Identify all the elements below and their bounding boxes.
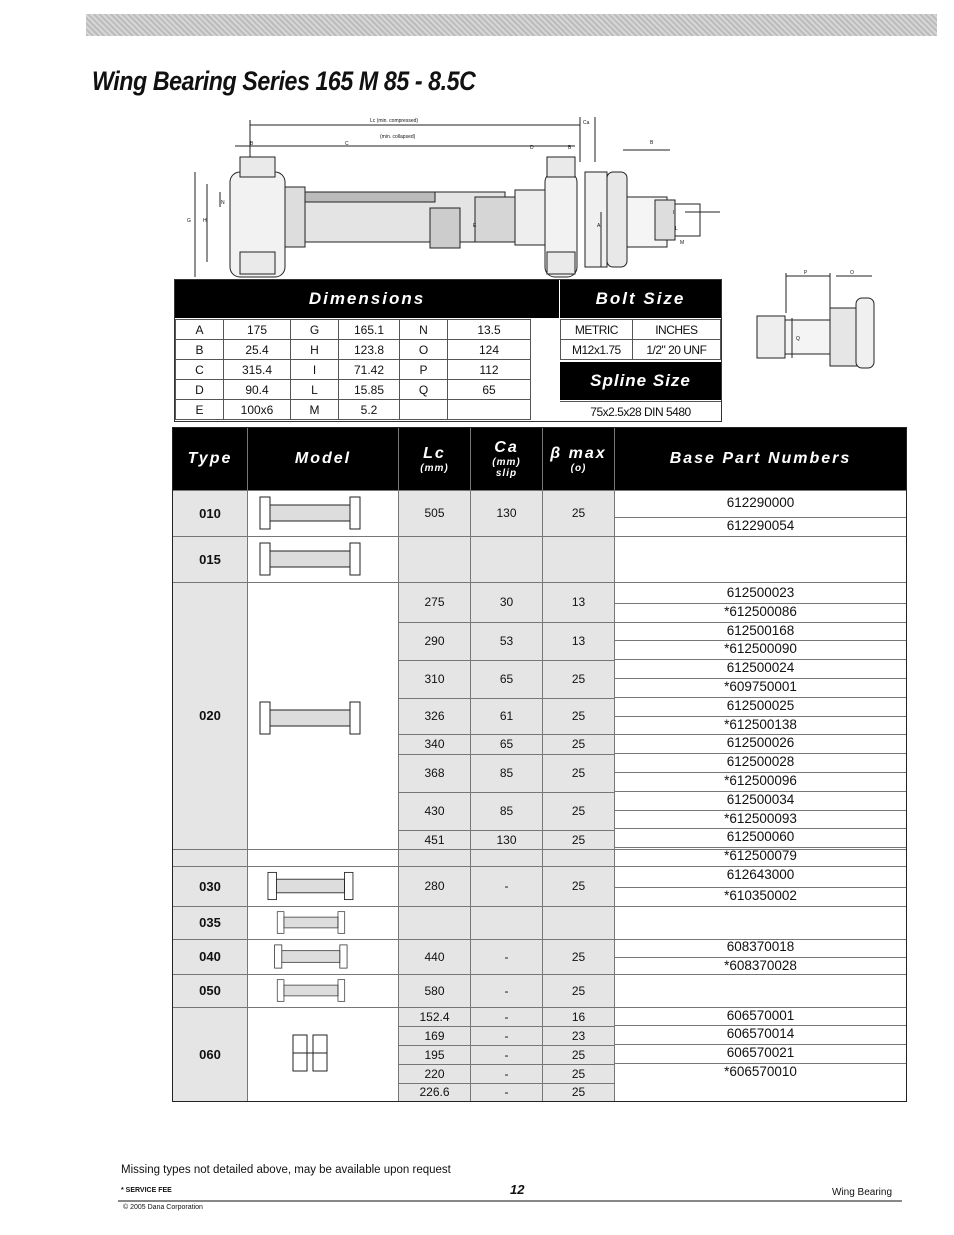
type020-bmax: 25 [571, 832, 586, 847]
type040-bmax: 25 [571, 949, 586, 964]
header-beta-max: β max (o) [543, 428, 614, 490]
type020-lc: 451 [424, 832, 445, 847]
svg-text:L: L [675, 226, 678, 232]
row-divider [173, 536, 906, 537]
type-code: 020 [199, 708, 221, 723]
dimensions-header: Dimensions [175, 280, 559, 318]
dimension-cell: G [291, 320, 339, 340]
dimension-cell: 315.4 [224, 360, 291, 380]
column-divider [247, 428, 248, 1101]
bolt-row [561, 340, 721, 360]
dimension-cell: 71.42 [339, 360, 400, 380]
part-number: 606570014 [726, 1026, 795, 1041]
type020-lc: 340 [424, 737, 445, 751]
dimension-cell: I [291, 360, 339, 380]
part-number: 612290000 [726, 495, 795, 510]
type020-lc: 326 [424, 709, 445, 723]
type040-lc: 440 [424, 949, 445, 964]
dimension-cell: 5.2 [339, 400, 400, 420]
svg-text:N: N [221, 200, 225, 206]
svg-text:D: D [530, 145, 534, 151]
type050-ca: - [504, 983, 509, 998]
footer-rule [118, 1200, 902, 1202]
part-number: 612500028 [726, 754, 795, 770]
part-number: 612290054 [726, 518, 795, 533]
type060-lc: 195 [424, 1047, 445, 1062]
svg-text:O: O [850, 270, 854, 276]
model-shaft-icon [258, 869, 368, 903]
type020-ca: 53 [499, 634, 514, 648]
part-number: 612500060 [726, 829, 795, 845]
row-divider [173, 906, 906, 907]
part-number: *612500093 [724, 810, 797, 826]
type060-lc: 152.4 [419, 1009, 450, 1024]
type010-bmax: 25 [571, 506, 586, 520]
dimension-cell [448, 400, 531, 420]
type030-lc: 280 [424, 879, 445, 893]
dimension-cell: D [176, 380, 224, 400]
svg-text:Lc (min. compressed): Lc (min. compressed) [370, 118, 419, 124]
type-code: 035 [199, 915, 221, 930]
dimension-cell: Q [400, 380, 448, 400]
dimension-cell: B [176, 340, 224, 360]
dimension-cell: 124 [448, 340, 531, 360]
footer-note: Missing types not detailed above, may be available upon request [121, 1164, 451, 1176]
svg-text:B: B [650, 140, 654, 146]
header-model: Model [248, 428, 398, 490]
type020-ca: 85 [499, 804, 514, 818]
dimension-cell: E [176, 400, 224, 420]
part-number: 612500168 [726, 622, 795, 638]
type020-bmax: 13 [571, 634, 586, 648]
type020-bmax: 25 [571, 672, 586, 686]
svg-text:G: G [187, 218, 191, 224]
type060-ca: - [504, 1047, 509, 1062]
bolt-size-header: Bolt Size [560, 280, 721, 318]
type020-bmax: 13 [571, 595, 586, 609]
part-number: 612643000 [726, 867, 795, 882]
bolt-cell: METRIC [561, 320, 633, 340]
page-number: 12 [510, 1182, 525, 1197]
type020-lc: 310 [424, 672, 445, 686]
dimension-cell: 112 [448, 360, 531, 380]
type-code: 060 [199, 1046, 221, 1062]
dimensions-panel [174, 279, 722, 422]
svg-text:M: M [680, 240, 685, 246]
part-number: *610350002 [724, 888, 797, 903]
type-code: 015 [199, 551, 221, 567]
type060-ca: - [504, 1085, 509, 1099]
type060-ca: - [504, 1009, 509, 1024]
type020-lc: 275 [424, 595, 445, 609]
dimension-cell: 65 [448, 380, 531, 400]
dimension-cell: O [400, 340, 448, 360]
dimension-row [176, 400, 531, 420]
header-type: Type [173, 428, 247, 490]
header-bar [86, 14, 937, 36]
svg-text:Q: Q [796, 336, 800, 342]
dimension-cell: P [400, 360, 448, 380]
part-number: *608370028 [724, 958, 797, 973]
part-number: 606570021 [726, 1045, 795, 1060]
part-number: *612500079 [724, 848, 797, 864]
type050-bmax: 25 [571, 983, 586, 998]
bolt-cell: M12x1.75 [561, 340, 633, 360]
type020-lc: 430 [424, 804, 445, 818]
type020-ca: 30 [499, 595, 514, 609]
service-fee-note: * SERVICE FEE [121, 1187, 172, 1194]
type060-bmax: 16 [571, 1009, 586, 1024]
model-shaft-icon [258, 909, 368, 936]
dimension-cell: M [291, 400, 339, 420]
dimensions-table [175, 319, 531, 420]
part-number: 612500026 [726, 735, 795, 751]
section-name: Wing Bearing [832, 1187, 893, 1198]
dimension-cell: 25.4 [224, 340, 291, 360]
model-shaft-icon [258, 1033, 368, 1073]
bolt-cell: 1/2" 20 UNF [632, 340, 720, 360]
type060-bmax: 25 [571, 1047, 586, 1062]
bolt-cell: INCHES [632, 320, 720, 340]
model-shaft-icon [258, 942, 368, 971]
model-shaft-icon [258, 977, 368, 1004]
part-number: *609750001 [724, 679, 797, 694]
dimension-cell: 165.1 [339, 320, 400, 340]
type060-ca: - [504, 1028, 509, 1043]
type020-lc: 368 [424, 766, 445, 780]
type040-ca: - [504, 949, 509, 964]
type060-lc: 220 [424, 1066, 445, 1081]
type050-lc: 580 [424, 983, 445, 998]
type010-ca: 130 [496, 506, 517, 520]
type020-ca: 65 [499, 672, 514, 686]
type020-ca: 65 [499, 737, 514, 751]
copyright: © 2005 Dana Corporation [123, 1204, 203, 1211]
svg-text:A: A [597, 223, 601, 229]
type-code: 010 [199, 505, 221, 521]
page-title: Wing Bearing Series 165 M 85 - 8.5C [92, 66, 476, 96]
dimension-cell: A [176, 320, 224, 340]
dimension-row [176, 360, 531, 380]
type060-bmax: 25 [571, 1066, 586, 1081]
type020-bmax: 25 [571, 804, 586, 818]
type030-bmax: 25 [571, 879, 586, 893]
model-shaft-icon [258, 698, 368, 738]
type-code: 030 [199, 878, 221, 894]
dimension-cell: C [176, 360, 224, 380]
type020-ca: 61 [499, 709, 514, 723]
parts-table [172, 427, 907, 1102]
dimension-row [176, 380, 531, 400]
type030-ca: - [504, 879, 509, 893]
model-shaft-icon [258, 539, 368, 579]
model-shaft-icon [258, 493, 368, 533]
dimension-cell [400, 400, 448, 420]
type060-lc: 226.6 [419, 1085, 450, 1099]
type020-ca: 85 [499, 766, 514, 780]
dimension-row [176, 320, 531, 340]
spline-size-header: Spline Size [560, 362, 721, 400]
type010-lc: 505 [424, 506, 445, 520]
type020-bmax: 25 [571, 737, 586, 751]
part-number: 606570001 [726, 1008, 795, 1023]
dimension-cell: N [400, 320, 448, 340]
dimension-cell: 13.5 [448, 320, 531, 340]
svg-text:H: H [203, 218, 207, 224]
flange-side-view [752, 268, 887, 378]
svg-text:B: B [568, 145, 572, 151]
svg-text:Ca: Ca [583, 120, 590, 126]
type060-bmax: 23 [571, 1028, 586, 1043]
header-base-part-numbers: Base Part Numbers [615, 428, 906, 490]
part-number: *612500096 [724, 773, 797, 788]
header-lc: Lc (mm) [399, 428, 470, 490]
part-number: *612500138 [724, 716, 797, 732]
dimension-cell: 175 [224, 320, 291, 340]
type020-bmax: 25 [571, 709, 586, 723]
type060-ca: - [504, 1066, 509, 1081]
svg-text:B: B [250, 141, 254, 147]
dimension-row [176, 340, 531, 360]
part-number: 608370018 [726, 939, 795, 954]
type-code: 040 [199, 949, 221, 964]
type020-lc: 290 [424, 634, 445, 648]
svg-text:C: C [345, 141, 349, 147]
dimension-cell: L [291, 380, 339, 400]
part-number: *606570010 [724, 1064, 797, 1079]
spline-size-value: 75x2.5x28 DIN 5480 [560, 401, 721, 422]
header-ca: Ca (mm) slip [471, 428, 542, 490]
dimension-cell: H [291, 340, 339, 360]
part-number: 612500025 [726, 697, 795, 713]
dimension-cell: 15.85 [339, 380, 400, 400]
shaft-drawing [175, 112, 720, 280]
dimension-cell: 123.8 [339, 340, 400, 360]
type060-lc: 169 [424, 1028, 445, 1043]
dimension-cell: 90.4 [224, 380, 291, 400]
type-code: 050 [199, 983, 221, 998]
svg-text:(min. collapsed): (min. collapsed) [380, 134, 416, 140]
svg-text:I: I [673, 210, 675, 216]
type060-bmax: 25 [571, 1085, 586, 1099]
dimension-cell: 100x6 [224, 400, 291, 420]
svg-text:P: P [804, 270, 808, 276]
part-number: 612500023 [726, 585, 795, 600]
type020-bmax: 25 [571, 766, 586, 780]
part-number: 612500034 [726, 791, 795, 807]
svg-text:E: E [473, 223, 477, 229]
part-number: *612500090 [724, 641, 797, 657]
bolt-row [561, 320, 721, 340]
bolt-size-table [560, 319, 721, 360]
part-number: *612500086 [724, 603, 797, 619]
part-number: 612500024 [726, 660, 795, 676]
type020-ca: 130 [496, 832, 517, 847]
